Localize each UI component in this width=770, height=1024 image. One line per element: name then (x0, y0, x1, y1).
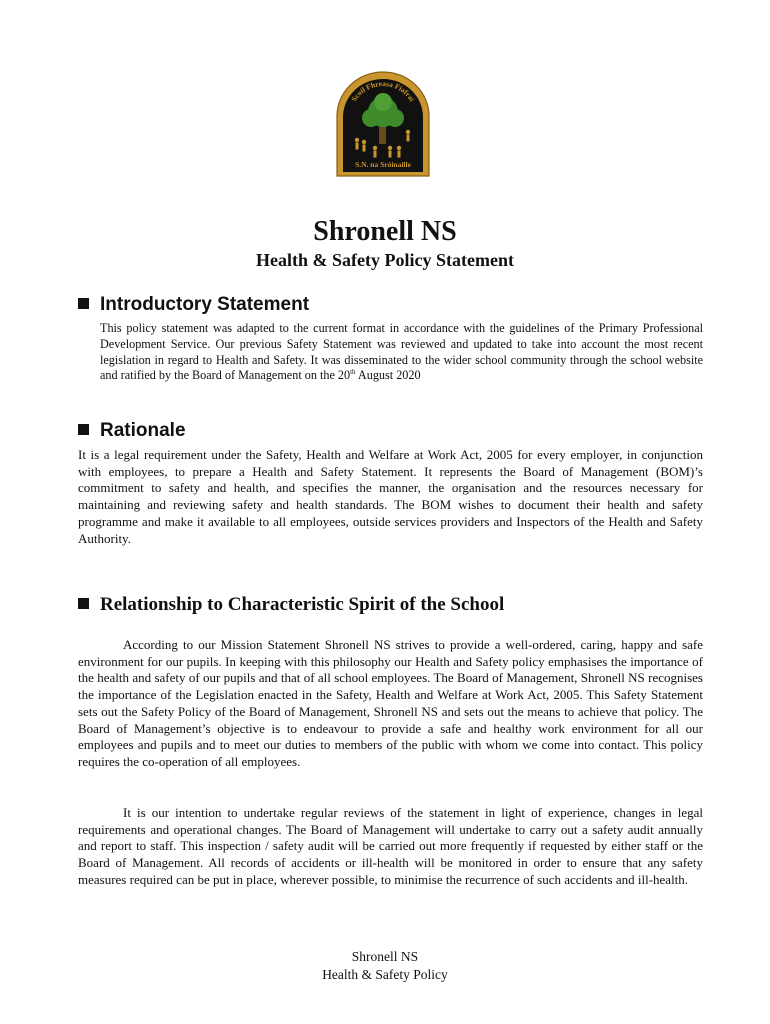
intro-paragraph: This policy statement was adapted to the current format in accordance with the guidelines of the Primary Professional Development Service. Our previous Safety Statement was reviewed and updated to take into account the most recent legislation in regard to Health and Safety. It was disseminated to the wider school community through the school website and ratified by the Board of Management on the 20th August 2020 (100, 321, 703, 383)
relationship-paragraph-2: It is our intention to undertake regular reviews of the statement in light of experience, changes in legal requirements and operational changes. The Board of Management will undertake to carry out a safety audit annually and report to staff. This inspection / safety audit will be carried out more frequently if requested by either staff or the Board of Management. All records of accidents or ill-health will be monitored in order to ensure that any safety measures required can be put in place, wherever possible, to minimise the recurrence of such accidents and ill-health. (78, 805, 703, 887)
square-bullet-icon (78, 598, 89, 609)
ordinal-suffix: th (350, 368, 356, 377)
footer-line-2: Health & Safety Policy (322, 967, 448, 982)
page-subtitle: Health & Safety Policy Statement (256, 250, 514, 270)
square-bullet-icon (78, 298, 89, 309)
crest-bottom-text: S.N. na Sróinaille (355, 160, 411, 169)
square-bullet-icon (78, 424, 89, 435)
footer-line-1: Shronell NS (351, 949, 419, 964)
intro-heading: Introductory Statement (78, 294, 309, 316)
relationship-heading: Relationship to Characteristic Spirit of the School (78, 594, 504, 616)
page-footer (0, 948, 770, 984)
relationship-paragraph-1: According to our Mission Statement Shronell NS strives to provide a well-ordered, caring, happy and safe environment for our pupils. In keeping with this philosophy our Health and Safety policy emphasises the importance of the health and safety of our pupils and that of all school employees. The Board of Management, Shronell NS recognises the importance of the Legislation enacted in the Safety, Health and Welfare at Work Act, 2005. This Safety Statement sets out the Safety Policy of the Board of Management, Shronell NS and sets out the means to achieve that policy. The Board of Management’s objective is to endeavour to provide a safe and healthy work environment for all our employees and pupils and to meet our duties to members of the public with whom we come into contact. This policy requires the co-operation of all employees. (78, 637, 703, 769)
rationale-paragraph: It is a legal requirement under the Safety, Health and Welfare at Work Act, 2005 for every employer, in conjunction with employees, to prepare a Health and Safety Statement. It represents the Board of Management (BOM)’s commitment to safety and health, and specifies the manner, the organisation and the resources necessary for maintaining and reviewing safety and health standards. The BOM wishes to document their health and safety programme and make it available to all employees, outside services providers and Inspectors of the Health and Safety Authority. (78, 447, 703, 546)
rationale-heading: Rationale (78, 420, 186, 442)
crest-top-text: Scoil Fhreasa Fiafraí (349, 78, 417, 104)
page-title: Shronell NS (313, 216, 457, 247)
school-crest-logo (333, 70, 433, 180)
